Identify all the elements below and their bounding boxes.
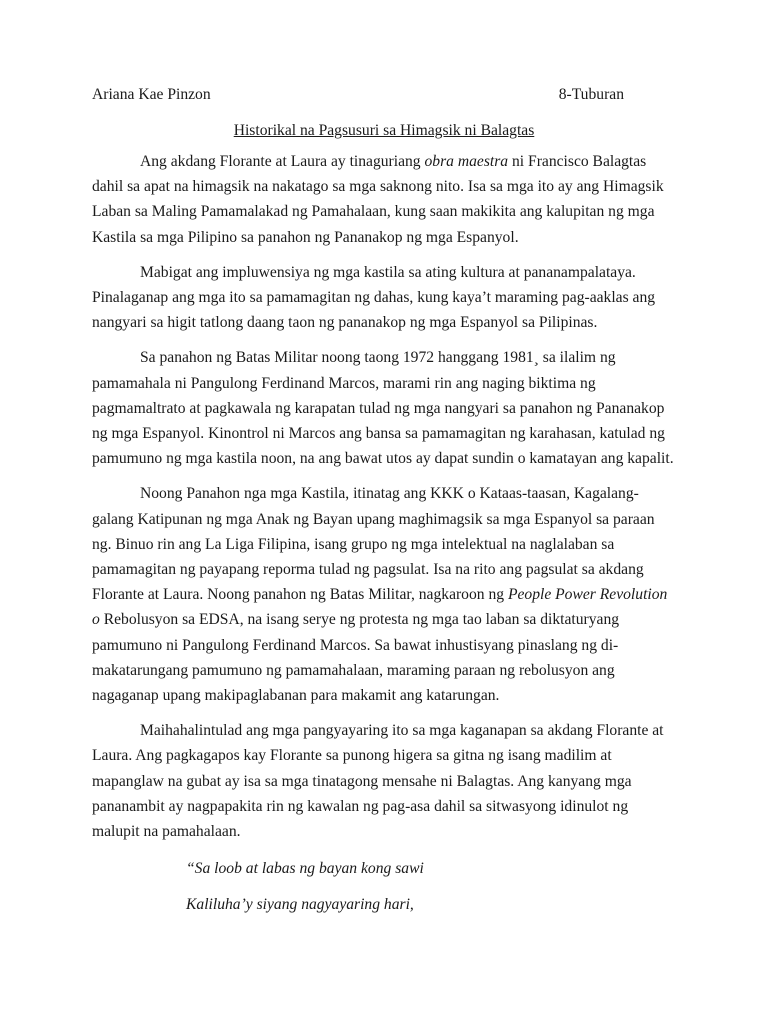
paragraph: Ang akdang Florante at Laura ay tinaguriang obra maestra ni Francisco Balagtas dahil sa apat na himagsik na nakatago sa mga saknong nito. Isa sa mga ito ay ang Himagsik Laban sa Maling Pamamalakad ng Pamahalaan, kung saan makikita ang kalupitan ng mga Kastila sa mga Pilipino sa panahon ng Pananakop ng mga Espanyol. (92, 153, 664, 246)
paragraph: Sa panahon ng Batas Militar noong taong 1972 hanggang 1981¸ sa ilalim ng pamamahala ni Pangulong Ferdinand Marcos, marami rin ang naging biktima ng pagmamaltrato at pagkawala ng karapatan tulad ng mga nangyari sa panahon ng Pananakop ng mga Espanyol. Kinontrol ni Marcos ang bansa sa pamamagitan ng karahasan, katulad ng pamumuno ng mga kastila noon, na ang bawat utos ay dapat sundin o kamatayan ang kapalit. (92, 349, 674, 468)
essay-body (92, 149, 676, 854)
verse-line: Kaliluha’y siyang nagyayaring hari, (186, 896, 414, 913)
paragraph: Mabigat ang impluwensiya ng mga kastila sa ating kultura at pananampalataya. Pinalaganap ang mga ito sa pamamagitan ng dahas, kung kaya’t maraming pag-aaklas ang nangyari sa higit tatlong daang taon ng pananakop ng mga Espanyol sa Pilipinas. (92, 263, 656, 332)
student-section: 8-Tuburan (558, 86, 624, 103)
document-title: Historikal na Pagsusuri sa Himagsik ni Balagtas (233, 122, 535, 139)
paragraph: Maihahalintulad ang mga pangyayaring ito sa mga kaganapan sa akdang Florante at Laura. Ang pagkagapos kay Florante sa punong higera sa gitna ng isang madilim at mapanglaw na gubat ay isa sa mga tinatagong mensahe ni Balagtas. Ang kanyang mga pananambit ay nagpapakita rin ng kawalan ng pag-asa dahil sa sitwasyong idinulot ng malupit na pamahalaan. (92, 722, 664, 841)
document-header (92, 86, 624, 106)
author-name: Ariana Kae Pinzon (92, 86, 211, 103)
verse-line: “Sa loob at labas ng bayan kong sawi (186, 860, 424, 877)
paragraph: Noong Panahon nga mga Kastila, itinatag ang KKK o Kataas-taasan, Kagalang-galang Katipunan ng mga Anak ng Bayan upang maghimagsik sa mga Espanyol sa paraan ng. Binuo rin ang La Liga Filipina, isang grupo ng mga intelektual na naglalaban sa pamamagitan ng payapang reporma tulad ng pagsulat. Isa na rito ang pagsulat sa akdang Florante at Laura. Noong panahon ng Batas Militar, nagkaroon ng People Power Revolution o Rebolusyon sa EDSA, na isang serye ng protesta ng mga tao laban sa diktaturyang pamumuno ni Pangulong Ferdinand Marcos. Sa bawat inhustisyang pinaslang ng di-makatarungang pamumuno ng pamamahalaan, maraming paraan ng rebolusyon ang nagaganap upang makipaglabanan para makamit ang katarungan. (92, 485, 668, 705)
